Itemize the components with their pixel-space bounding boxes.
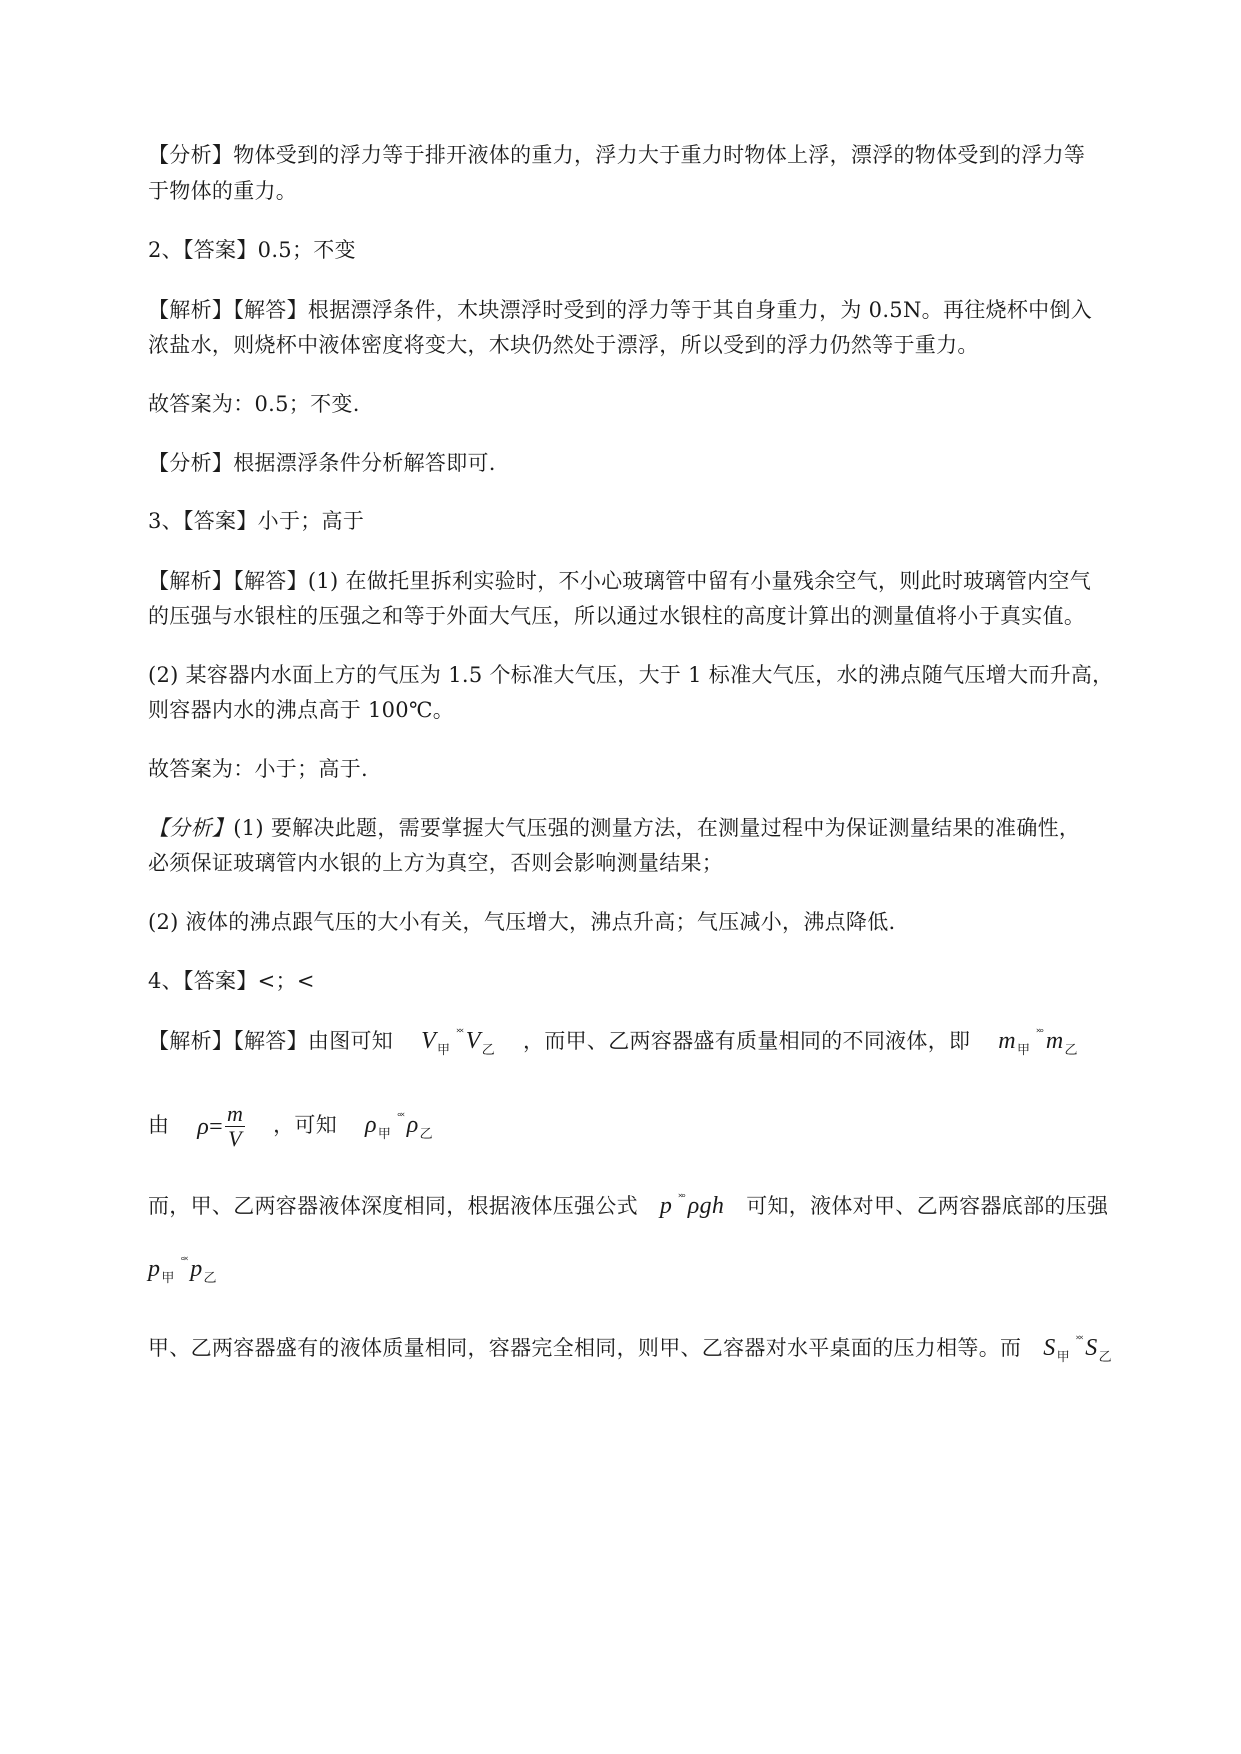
math-v-compare: $V_甲^{˟˟}$ $V_乙$ [421,1027,496,1057]
text-line: 【解析】【解答】(1) 在做托里拆利实验时，不小心玻璃管中留有小量残余空气，则此时玻璃管内空气 [148,569,1092,593]
math-density-formula: ρ= [197,1113,223,1140]
text-span: ，可知 [273,1113,338,1137]
answer-4-heading: 4、【答案】<；< [148,969,315,993]
text-span: 【解析】【解答】由图可知 [148,1029,394,1053]
text-line [148,1193,1108,1223]
text-line: 必须保证玻璃管内水银的上方为真空，否则会影响测量结果； [148,851,724,875]
text-line [148,815,1080,841]
text-span: 甲、乙两容器盛有的液体质量相同，容器完全相同，则甲、乙容器对水平桌面的压力相等。而 [148,1336,1022,1360]
math-m-compare: $m_甲^{˟^\circ}$ $m_乙$ [998,1027,1078,1057]
math-rho-compare: $\rho_甲^{^\circ˟}$ $\rho_乙$ [365,1111,433,1141]
text-line: 【分析】物体受到的浮力等于排开液体的重力，浮力大于重力时物体上浮，漂浮的物体受到的浮力等 [148,143,1086,167]
math-fraction: $\frac{m}{V}$ [226,1101,244,1151]
text-line: 故答案为：0.5；不变. [148,392,360,416]
text-span: ，而甲、乙两容器盛有质量相同的不同液体，即 [523,1029,971,1053]
text-line [148,1256,217,1286]
text-line: 的压强与水银柱的压强之和等于外面大气压，所以通过水银柱的高度计算出的测量值将小于真实值。 [148,604,1086,628]
text-line [148,1335,1112,1365]
text-line: 【解析】【解答】根据漂浮条件，木块漂浮时受到的浮力等于其自身重力，为 0.5N。再往烧杯中倒入 [148,298,1093,322]
text-line: (2) 液体的沸点跟气压的大小有关，气压增大，沸点升高；气压减小，沸点降低. [148,910,896,934]
text-line: (2) 某容器内水面上方的气压为 1.5 个标准大气压，大于 1 标准大气压，水的沸点随气压增大而升高， [148,663,1114,687]
text-line [148,1028,1078,1058]
math-pressure-formula: p ˟° ρgh [659,1192,725,1219]
text-line: 于物体的重力。 [148,179,298,203]
text-span: 而，甲、乙两容器液体深度相同，根据液体压强公式 [148,1194,638,1218]
text-line: 【分析】根据漂浮条件分析解答即可. [148,451,496,475]
text-span: 由 [148,1113,170,1137]
math-p-compare: $p_甲^{^\circ˟}$ $p_乙$ [148,1255,217,1285]
answer-2-heading: 2、【答案】0.5；不变 [148,238,356,262]
answer-3-heading: 3、【答案】小于；高于 [148,509,365,533]
text-span: 可知，液体对甲、乙两容器底部的压强 [746,1194,1109,1218]
text-line: 故答案为：小于；高于. [148,757,368,781]
math-s-compare: $S_甲^{˟˟}$ $S_乙$ [1043,1334,1112,1364]
analysis-tag: 【分析】 [148,816,234,840]
text-line: 则容器内水的沸点高于 100℃。 [148,698,455,722]
analysis-text: (1) 要解决此题，需要掌握大气压强的测量方法，在测量过程中为保证测量结果的准确性， [233,816,1081,840]
text-line: 浓盐水，则烧杯中液体密度将变大，木块仍然处于漂浮，所以受到的浮力仍然等于重力。 [148,333,979,357]
text-line [148,1102,433,1151]
